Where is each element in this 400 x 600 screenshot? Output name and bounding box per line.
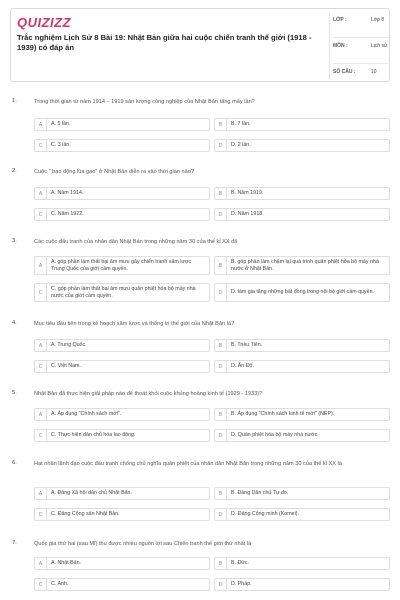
option-letter: C [35, 209, 47, 220]
option-letter: A [35, 409, 47, 420]
quiz-header [10, 8, 390, 82]
meta-value: 10 [371, 69, 377, 75]
option-b[interactable] [214, 339, 390, 352]
option-letter: D [215, 284, 227, 301]
option-letter: A [35, 340, 47, 351]
question-number: 6. [12, 460, 17, 466]
option-a[interactable] [34, 557, 210, 570]
meta-value: Lịch sử [371, 43, 388, 49]
option-text: B. Năm 1919. [231, 190, 264, 196]
question-number: 1. [12, 98, 17, 104]
question-text: Hạt nhân lãnh đạo cuộc đấu tranh chống chủ nghĩa quân phiệt của nhân dân Nhật Bản trong những năm 30 của thế kỉ XX là [34, 461, 342, 467]
option-a[interactable] [34, 118, 210, 131]
option-d[interactable] [214, 360, 390, 373]
option-letter: D [215, 140, 227, 151]
option-b[interactable] [214, 557, 390, 570]
option-text: B. Đảng Dân chủ Tự do. [231, 490, 289, 496]
header-divider [329, 13, 330, 79]
meta-key: MÔN : [333, 43, 348, 49]
quizizz-logo[interactable]: QUIZIZZ [17, 15, 72, 30]
option-c[interactable] [34, 139, 210, 152]
page-title: Trắc nghiệm Lịch Sử 8 Bài 19: Nhật Bản giữa hai cuộc chiến tranh thế giới (1918 - 1939) có đáp án [17, 33, 312, 52]
option-d[interactable] [214, 139, 390, 152]
option-d[interactable] [214, 578, 390, 591]
option-text: A. góp phần làm thất bại âm mưu gây chiến tranh xâm lược Trung Quốc của giới cầm quyền. [51, 258, 192, 272]
option-letter: A [35, 558, 47, 569]
option-a[interactable] [34, 256, 210, 275]
option-text: D. Pháp. [231, 581, 252, 587]
question-number: 3. [12, 238, 17, 244]
option-letter: B [215, 340, 227, 351]
option-text: C. góp phần làm thất bại âm mưu quân phiệt hóa bộ máy nhà nước của giới cầm quyền. [51, 285, 196, 299]
option-text: C. Anh. [51, 581, 69, 587]
question-text: Mục tiêu đầu tiên trong kế hoạch xâm lược và thống trị thế giới của Nhật Bản là? [34, 321, 235, 327]
question-number: 5. [12, 390, 17, 396]
question-text: Nhật Bản đã thực hiện giải pháp nào để thoát khỏi cuộc khủng hoảng kinh tế (1929 - 1933)? [34, 391, 263, 397]
option-letter: D [215, 579, 227, 590]
option-letter: B [215, 257, 227, 274]
option-text: C. Đảng Cộng sản Nhật Bản. [51, 511, 120, 517]
option-letter: C [35, 430, 47, 441]
option-text: B. Triều Tiên. [231, 342, 263, 348]
option-text: C. Năm 1922. [51, 211, 84, 217]
option-d[interactable] [214, 508, 390, 521]
option-text: C. 3 lần. [51, 142, 71, 148]
option-letter: B [215, 188, 227, 199]
option-text: D. Quân phiệt hóa bộ máy nhà nước. [231, 432, 319, 438]
option-letter: A [35, 488, 47, 499]
option-c[interactable] [34, 208, 210, 221]
option-letter: D [215, 361, 227, 372]
option-text: D. Ấn Độ. [231, 363, 254, 369]
option-letter: B [215, 558, 227, 569]
option-letter: B [215, 409, 227, 420]
question-number: 2. [12, 168, 17, 174]
question-text: Các cuộc đấu tranh của nhân dân Nhật Bản trong những năm 30 của thế kỉ XX đã [34, 239, 238, 245]
option-letter: A [35, 119, 47, 130]
option-b[interactable] [214, 487, 390, 500]
option-text: B. 7 lần. [231, 121, 251, 127]
question-text: Trong thời gian từ năm 1914 – 1919 sản lượng công nghiệp của Nhật Bản tăng mấy lần? [34, 99, 255, 105]
quiz-meta [333, 9, 391, 83]
option-text: B. Đức. [231, 560, 249, 566]
option-c[interactable] [34, 578, 210, 591]
option-letter: A [35, 257, 47, 274]
option-c[interactable] [34, 429, 210, 442]
option-text: A. Nhật Bản. [51, 560, 82, 566]
option-letter: B [215, 488, 227, 499]
option-a[interactable] [34, 339, 210, 352]
option-c[interactable] [34, 283, 210, 302]
question-text: Cuộc " bạo động lúa gạo" ở Nhật Bản diễn ra vào thời gian nào? [34, 169, 194, 175]
option-text: D. Năm 1918. [231, 211, 264, 217]
question-text: Quốc gia thứ hai (sau Mĩ) thu được nhiều nguồn lợi sau Chiến tranh thế giới thứ nhất là [34, 541, 252, 547]
option-a[interactable] [34, 408, 210, 421]
option-d[interactable] [214, 429, 390, 442]
option-text: C. Thực hiện dân chủ hóa lao động. [51, 432, 136, 438]
option-letter: A [35, 188, 47, 199]
option-a[interactable] [34, 487, 210, 500]
option-text: D. 2 lần. [231, 142, 251, 148]
option-text: C. Việt Nam. [51, 363, 81, 369]
option-text: A. Đảng Xã hội dân chủ Nhật Bản. [51, 490, 132, 496]
option-letter: D [215, 430, 227, 441]
option-letter: C [35, 284, 47, 301]
option-d[interactable] [214, 283, 390, 302]
option-b[interactable] [214, 118, 390, 131]
option-text: A. Trung Quốc. [51, 342, 87, 348]
option-a[interactable] [34, 187, 210, 200]
option-d[interactable] [214, 208, 390, 221]
option-text: A. Áp dụng "Chính sách mới". [51, 411, 122, 417]
meta-value: Lớp 8 [371, 17, 385, 23]
question-number: 7. [12, 540, 17, 546]
option-letter: C [35, 361, 47, 372]
option-text: D. làm gia tăng những bất đồng trong nội bộ giới cầm quyền. [231, 289, 375, 295]
option-letter: B [215, 119, 227, 130]
option-c[interactable] [34, 360, 210, 373]
option-b[interactable] [214, 256, 390, 275]
option-c[interactable] [34, 508, 210, 521]
option-text: B. góp phần làm chậm lại quá trình quân phiệt hóa bộ máy nhà nước ở Nhật Bản. [231, 258, 379, 272]
option-text: D. Đảng Công minh (Komei). [231, 511, 300, 517]
meta-separator [333, 63, 391, 64]
option-letter: D [215, 209, 227, 220]
option-letter: C [35, 140, 47, 151]
option-b[interactable] [214, 408, 390, 421]
meta-separator [333, 37, 391, 38]
option-b[interactable] [214, 187, 390, 200]
option-text: A. 5 lần. [51, 121, 71, 127]
option-letter: C [35, 579, 47, 590]
meta-key: LỚP : [333, 17, 347, 23]
option-text: A. Năm 1914. [51, 190, 84, 196]
meta-key: SỐ CÂU : [333, 69, 356, 75]
question-number: 4. [12, 320, 17, 326]
option-letter: D [215, 509, 227, 520]
option-letter: C [35, 509, 47, 520]
option-text: B. Áp dụng "Chính sách kinh tế mới" (NEP). [231, 411, 335, 417]
